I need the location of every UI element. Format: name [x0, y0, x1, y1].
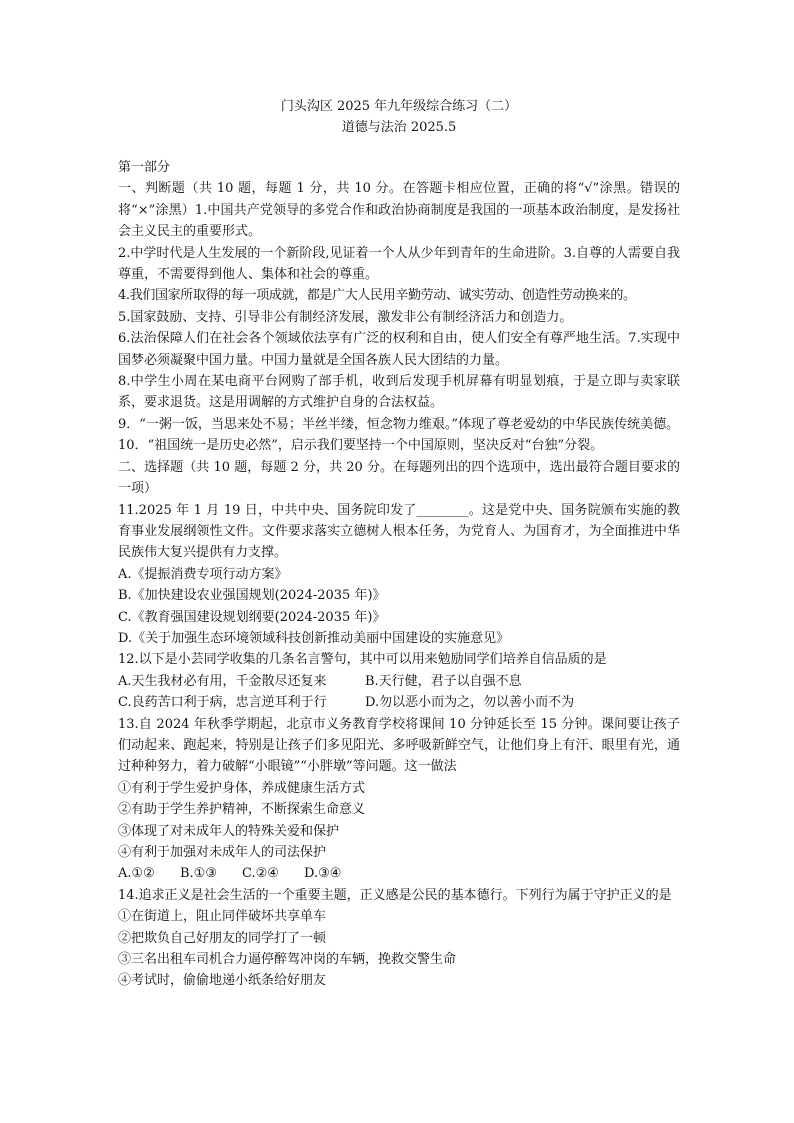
section2-intro: 二、选择题（共 10 题，每题 2 分，共 20 分。在每题列出的四个选项中，选出最符合题目要求的一项） — [118, 459, 680, 497]
question-7: 7.实现中国梦必须凝聚中国力量。中国力量就是全国各族人民大团结的力量。 — [118, 331, 680, 368]
question-12-options-row-2 — [118, 692, 680, 713]
question-6-7-block — [118, 328, 680, 371]
question-13-item-4: ④有利于加强对未成年人的司法保护 — [118, 845, 327, 860]
question-14-item-4: ④考试时，偷偷地递小纸条给好朋友 — [118, 973, 327, 989]
question-14-item-2: ②把欺负自己好朋友的同学打了一顿 — [118, 930, 327, 946]
question-13-stem: 13.自 2024 年秋季学期起，北京市义务教育学校将课间 10 分钟延长至 15 分钟。课间要让孩子们动起来、跑起来，特别是让孩子们多见阳光、多呼吸新鲜空气，让他们身上有汗、眼里有光，通过种种努力，着力破解“小眼镜”“小胖墩”等问题。这一做法 — [118, 716, 680, 775]
section1-block — [118, 178, 680, 242]
section1-intro: 一、判断题（共 10 题，每题 1 分，共 10 分。在答题卡相应位置，正确的将“√”涂黑。错误的将“×”涂黑） — [118, 181, 680, 218]
question-4: 4.我们国家所取得的每一项成就，都是广大人民用辛勤劳动、诚实劳动、创造性劳动换来的。 — [118, 288, 636, 304]
question-13-option-a: A.①② — [118, 866, 155, 882]
question-6: 6.法治保障人们在社会各个领域依法享有广泛的权利和自由，使人们安全有尊严地生活。 — [118, 331, 629, 347]
question-12-stem: 12.以下是小芸同学收集的几条名言警句，其中可以用来勉励同学们培养自信品质的是 — [118, 652, 607, 668]
exam-subtitle: 道德与法治 2025.5 — [341, 120, 457, 135]
exam-page — [118, 96, 680, 992]
question-1: 1.中国共产党领导的多党合作和政治协商制度是我国的一项基本政治制度，是发扬社会主义民主的重要形式。 — [118, 202, 681, 240]
question-9: 9．“一粥一饭，当思来处不易；半丝半缕，恒念物力维艰。”体现了尊老爱幼的中华民族传统美德。 — [118, 416, 680, 432]
spacer — [118, 138, 680, 157]
question-13-option-d: D.③④ — [304, 866, 342, 882]
question-3: 3.自尊的人需要自我尊重，不需要得到他人、集体和社会的尊重。 — [118, 245, 680, 283]
question-11-option-b: B.《加快建设农业强国规划(2024-2035 年)》 — [118, 588, 386, 604]
question-12-options-row-1 — [118, 671, 680, 692]
question-13-item-1: ①有利于学生爱护身体，养成健康生活方式 — [118, 780, 366, 796]
question-13-item-2: ②有助于学生养护精神，不断探索生命意义 — [118, 802, 366, 818]
question-13-option-b: B.①③ — [180, 866, 217, 882]
question-14-item-3: ③三名出租车司机合力逼停醉驾冲岗的车辆，挽救交警生命 — [118, 952, 457, 968]
question-2: 2.中学时代是人生发展的一个新阶段,见证着一个人从少年到青年的生命进阶。 — [118, 245, 564, 261]
question-12-option-b: B.天行健，君子以自强不息 — [365, 673, 522, 689]
question-13-options-row — [118, 863, 680, 884]
question-11-stem: 11.2025 年 1 月 19 日，中共中央、国务院印发了________。这是党中央、国务院颁布实施的教育事业发展纲领性文件。文件要求落实立德树人根本任务，为党育人、为国育才，为全面推进中华民族伟大复兴提供有力支撑。 — [118, 502, 680, 561]
question-5: 5.国家鼓励、支持、引导非公有制经济发展，激发非公有制经济活力和创造力。 — [118, 309, 573, 325]
question-12-option-a: A.天生我材必有用，千金散尽还复来 — [118, 673, 327, 689]
question-10: 10．“祖国统一是历史必然”，启示我们要坚持一个中国原则，坚决反对“台独”分裂。 — [118, 438, 604, 454]
question-12-option-c: C.良药苦口利于病，忠言逆耳利于行 — [118, 695, 327, 711]
question-12-option-d: D.勿以恶小而为之，勿以善小而不为 — [365, 695, 575, 711]
question-13-option-c: C.②④ — [242, 866, 279, 882]
question-11-option-d: D.《关于加强生态环境领域科技创新推动美丽中国建设的实施意见》 — [118, 630, 510, 646]
question-11-option-a: A.《提振消费专项行动方案》 — [118, 566, 288, 582]
question-14-item-1: ①在街道上，阻止同伴破坏共享单车 — [118, 909, 327, 925]
question-13-item-3: ③体现了对未成年人的特殊关爱和保护 — [118, 823, 340, 839]
question-14-stem: 14.追求正义是社会生活的一个重要主题，正义感是公民的基本德行。下列行为属于守护正义的是 — [118, 887, 672, 903]
question-2-3-block — [118, 243, 680, 286]
part-label: 第一部分 — [118, 160, 171, 175]
question-8: 8.中学生小周在某电商平台网购了部手机，收到后发现手机屏幕有明显划痕，于是立即与卖家联系，要求退货。这是用调解的方式维护自身的合法权益。 — [118, 374, 680, 411]
question-11-option-c: C.《教育强国建设规划纲要(2024-2035 年)》 — [118, 609, 386, 625]
exam-title: 门头沟区 2025 年九年级综合练习（二） — [280, 99, 518, 114]
